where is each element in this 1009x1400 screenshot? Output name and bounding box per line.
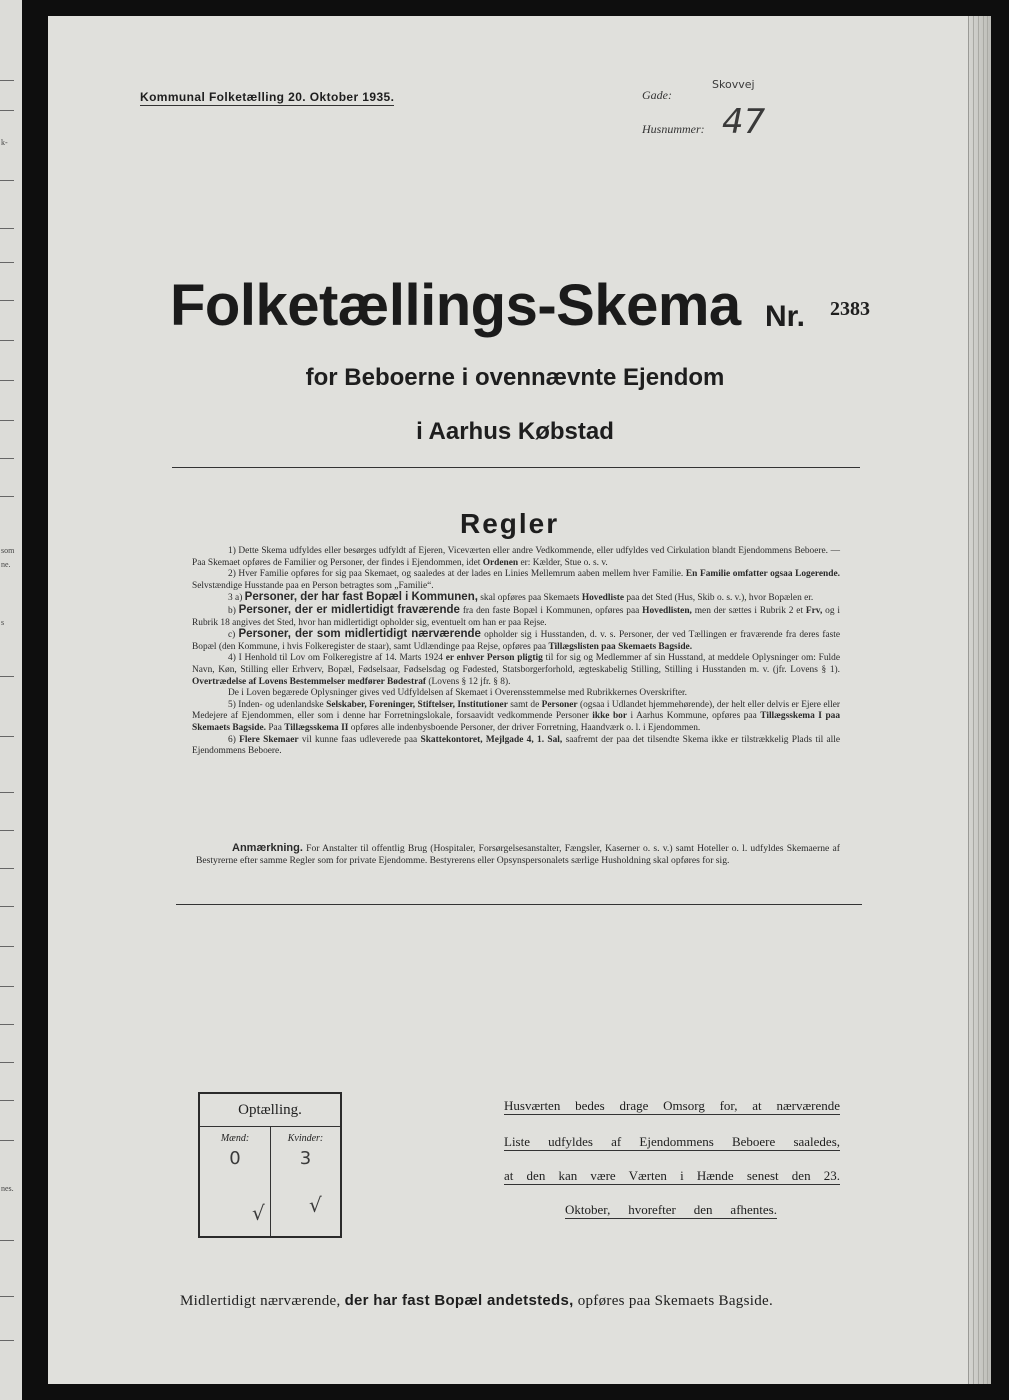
footer-note: Midlertidigt nærværende, der har fast Bopæl andetsteds, opføres paa Skemaets Bagside.: [180, 1292, 774, 1309]
rule-3b: b) Personer, der er midlertidigt fraværende fra den faste Bopæl i Kommunen, opføres paa Hovedlisten, men der sættes i Rubrik 2 et Frv, og i Rubrik 18 angives det Sted, hvor han midlertidigt opholder sig, eventuelt om han er paa Rejse.: [192, 603, 841, 628]
page-stack-edge: [968, 16, 991, 1384]
rule-3a: 3 a) Personer, der har fast Bopæl i Kommunen, skal opføres paa Skemaets Hovedliste paa det Sted (Hus, Skib o. s. v.), hvor Bopælen er.: [228, 591, 814, 604]
form-number: 2383: [830, 298, 870, 320]
maend-column: [200, 1127, 271, 1236]
notice-line-1: Husværten bedes drage Omsorg for, at nærværende: [504, 1098, 840, 1113]
form-title: Folketællings-Skema: [170, 273, 741, 338]
divider: [176, 904, 862, 905]
husnummer-value: 47: [722, 102, 766, 142]
rule-4b: De i Loven begærede Oplysninger gives ved Udfyldelsen af Skemaet i Overensstemmelse med Rubrikkernes Overskrifter.: [228, 688, 687, 699]
gade-label: Gade:: [642, 88, 672, 102]
notice-line-2: Liste udfyldes af Ejendommens Beboere saaledes,: [504, 1134, 840, 1149]
margin-fragment: k-: [1, 138, 8, 147]
margin-fragment: nes.: [1, 1184, 14, 1193]
optaelling-title: Optælling.: [200, 1094, 340, 1127]
check-mark: √: [309, 1193, 322, 1217]
maend-count: 0: [229, 1148, 241, 1169]
divider: [172, 467, 860, 468]
subtitle-1: for Beboerne i ovennævnte Ejendom: [305, 364, 725, 391]
kvinder-column: [271, 1127, 340, 1236]
rule-6: 6) Flere Skemaer vil kunne faas udleverede paa Skattekontoret, Mejlgade 4, 1. Sal, saafremt der paa det tilsendte Skema ikke er tilstrækkelig Plads til alle Ejendommens Beboere.: [192, 734, 841, 757]
rule-2: 2) Hver Familie opføres for sig paa Skemaet, og saaledes at der lades en Linies Mellemrum aaben mellem hver Familie. En Familie omfatter ogsaa Logerende. Selvstændige Husstande paa en Person betragtes som „Familie“.: [192, 569, 840, 591]
check-mark: √: [252, 1201, 265, 1225]
previous-page-edge: [0, 0, 22, 1400]
rule-1: 1) Dette Skema udfyldes eller besørges udfyldt af Ejeren, Viceværten eller andre Vedkommende, eller udfyldes ved Cirkulation blandt Ejendommens Beboere. — Paa Skemaet opføres de Familier og Personer, der findes i Ejendommen, idet Ordenen er: Kælder, Stue o. s. v.: [192, 546, 840, 568]
rule-4: 4) I Henhold til Lov om Folkeregistre af 14. Marts 1924 er enhver Person pligtig til for sig og Medlemmer af sin Husstand, at meddele Oplysninger om: Fulde Navn, Køn, Stilling eller Erhverv, Bopæl, Fødselsaar, Fødselsdag og Fødested, Statsborgerforhold, ægteskabelig Stilling, Stilling i Husstanden m. v. (jfr. Lovens § 1). Overtrædelse af Lovens Bestemmelser medfører Bødestraf (Lovens § 12 jfr. § 8).: [192, 653, 840, 687]
notice-line-3: at den kan være Værten i Hænde senest den 23.: [504, 1168, 840, 1183]
gade-value: Skovvej: [712, 78, 755, 91]
kvinder-label: Kvinder:: [287, 1133, 324, 1144]
rule-3c: c) Personer, der som midlertidigt nærværende opholder sig i Husstanden, d. v. s. Personer, der ved Tællingen er fraværende fra deres faste Bopæl (den Kommune, i hvis Folkeregister de staar), samt Udlændinge paa Rejse, opføres paa Tillægslisten paa Skemaets Bagside.: [192, 628, 841, 652]
margin-fragment: som: [1, 546, 15, 555]
kvinder-count: 3: [299, 1148, 312, 1169]
optaelling-box: [198, 1092, 342, 1238]
census-header: Kommunal Folketælling 20. Oktober 1935.: [140, 90, 395, 104]
notice-line-4: Oktober, hvorefter den afhentes.: [565, 1202, 777, 1217]
rules-text: [192, 546, 840, 758]
rule-5: 5) Inden- og udenlandske Selskaber, Foreninger, Stiftelser, Institutioner samt de Personer (ogsaa i Udlandet hjemmehørende), der helt eller delvis er Ejere eller Medejere af Ejendommen, eller som i denne har Forretningslokale, forsaavidt vedkommende Personer ikke bor i Aarhus Kommune, opføres paa Tillægsskema I paa Skemaets Bagside. Paa Tillægsskema II opføres alle indenbysboende Personer, der driver Forretning, Haandværk o. l. i Ejendommen.: [192, 699, 841, 733]
margin-fragment: s: [1, 618, 5, 627]
maend-label: Mænd:: [220, 1133, 250, 1144]
husnummer-label: Husnummer:: [642, 122, 705, 136]
anmaerkning: Anmærkning. For Anstalter til offentlig Brug (Hospitaler, Forsørgelsesanstalter, Fængsler, Kaserner o. s. v.) samt Hoteller o. l. udfyldes Skemaerne af Bestyrerne efter samme Regler som for private Ejendomme. Bestyrerens eller Opsynspersonalets særlige Husholdning skal opføres for sig.: [196, 842, 840, 866]
nr-label: Nr.: [765, 300, 806, 333]
rules-heading: Regler: [460, 508, 560, 539]
subtitle-2: i Aarhus Købstad: [416, 418, 614, 445]
margin-fragment: ne.: [1, 560, 11, 569]
